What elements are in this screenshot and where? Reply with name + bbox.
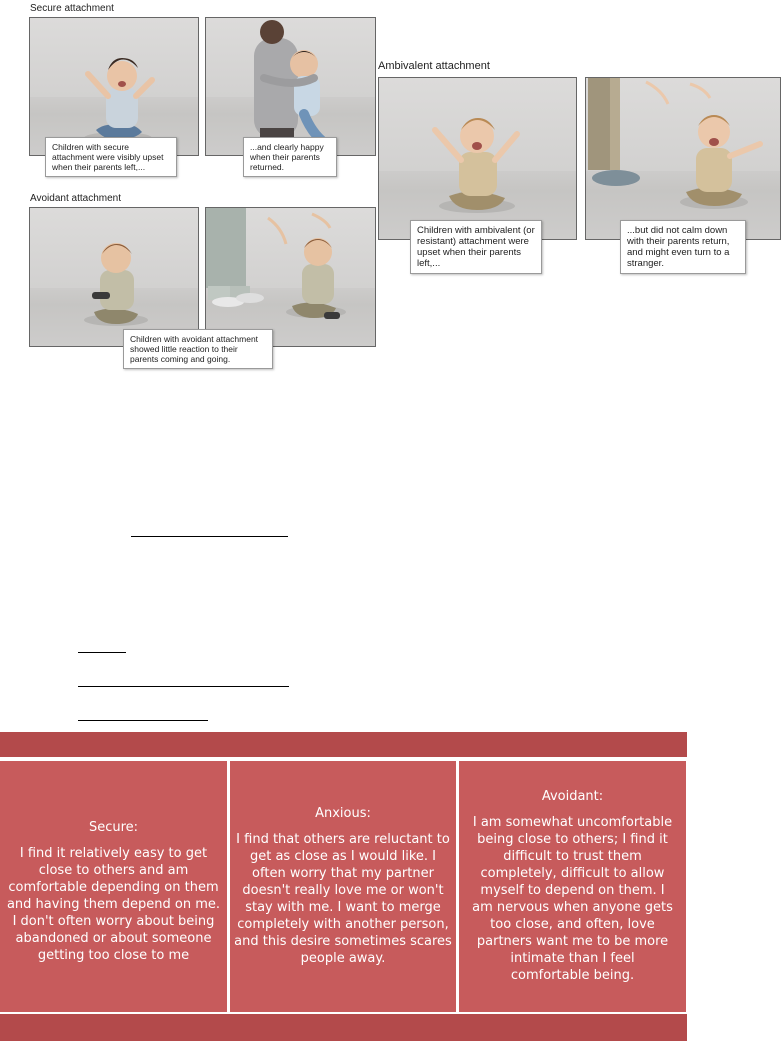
secure-caption-right: ...and clearly happy when their parents returned.	[243, 137, 337, 177]
table-cell-anxious	[230, 761, 456, 1012]
secure-attachment-title: Secure attachment	[30, 3, 114, 14]
avoidant-style-title: Avoidant:	[541, 789, 604, 804]
parent-returning-toddler-illustration	[586, 78, 780, 239]
avoidant-caption: Children with avoidant attachment showed little reaction to their parents coming and going.	[123, 329, 273, 369]
anxious-style-text: I find that others are reluctant to get as close as I would like. I often worry that my partner doesn't really love me or won't stay with me. I want to merge completely with another person, and this desire sometimes scares people away.	[234, 832, 452, 966]
crying-toddler-illustration	[379, 78, 576, 239]
blank-line-2	[78, 652, 126, 653]
ambivalent-panel-left	[378, 77, 577, 240]
blank-line-1	[131, 536, 288, 537]
ambivalent-panel-right	[585, 77, 781, 240]
parent-hugging-child-illustration	[206, 18, 375, 155]
ambivalent-attachment-title: Ambivalent attachment	[378, 60, 490, 72]
ambivalent-caption-right: ...but did not calm down with their parents return, and might even turn to a stranger.	[620, 220, 746, 274]
parent-leaving-child-illustration	[206, 208, 375, 346]
blank-line-4	[78, 720, 208, 721]
avoidant-panel-left	[29, 207, 199, 347]
secure-caption-left: Children with secure attachment were visibly upset when their parents left,...	[45, 137, 177, 177]
child-playing-illustration	[30, 208, 198, 346]
secure-panel-right	[205, 17, 376, 156]
ambivalent-caption-left: Children with ambivalent (or resistant) attachment were upset when their parents left,...	[410, 220, 542, 274]
table-header-band	[0, 732, 687, 757]
secure-style-text: I find it relatively easy to get close to others and am comfortable depending on them and having them depend on me. I don't often worry about being abandoned or about someone getting too close to me	[6, 845, 221, 963]
secure-style-title: Secure:	[88, 819, 139, 835]
anxious-style-title: Anxious:	[315, 806, 371, 821]
table-cell-secure	[0, 761, 227, 1012]
table-cell-avoidant	[459, 761, 686, 1012]
secure-panel-left	[29, 17, 199, 156]
avoidant-style-text: I am somewhat uncomfortable being close to others; I find it difficult to trust them completely, difficult to allow myself to depend on them. I am nervous when anyone gets too close, and often, love partners want me to be more intimate than I feel comfortable being.	[472, 815, 673, 983]
avoidant-panel-right	[205, 207, 376, 347]
table-footer-band	[0, 1014, 687, 1041]
crying-baby-illustration	[30, 18, 198, 155]
blank-line-3	[78, 686, 289, 687]
avoidant-attachment-title: Avoidant attachment	[30, 193, 121, 204]
